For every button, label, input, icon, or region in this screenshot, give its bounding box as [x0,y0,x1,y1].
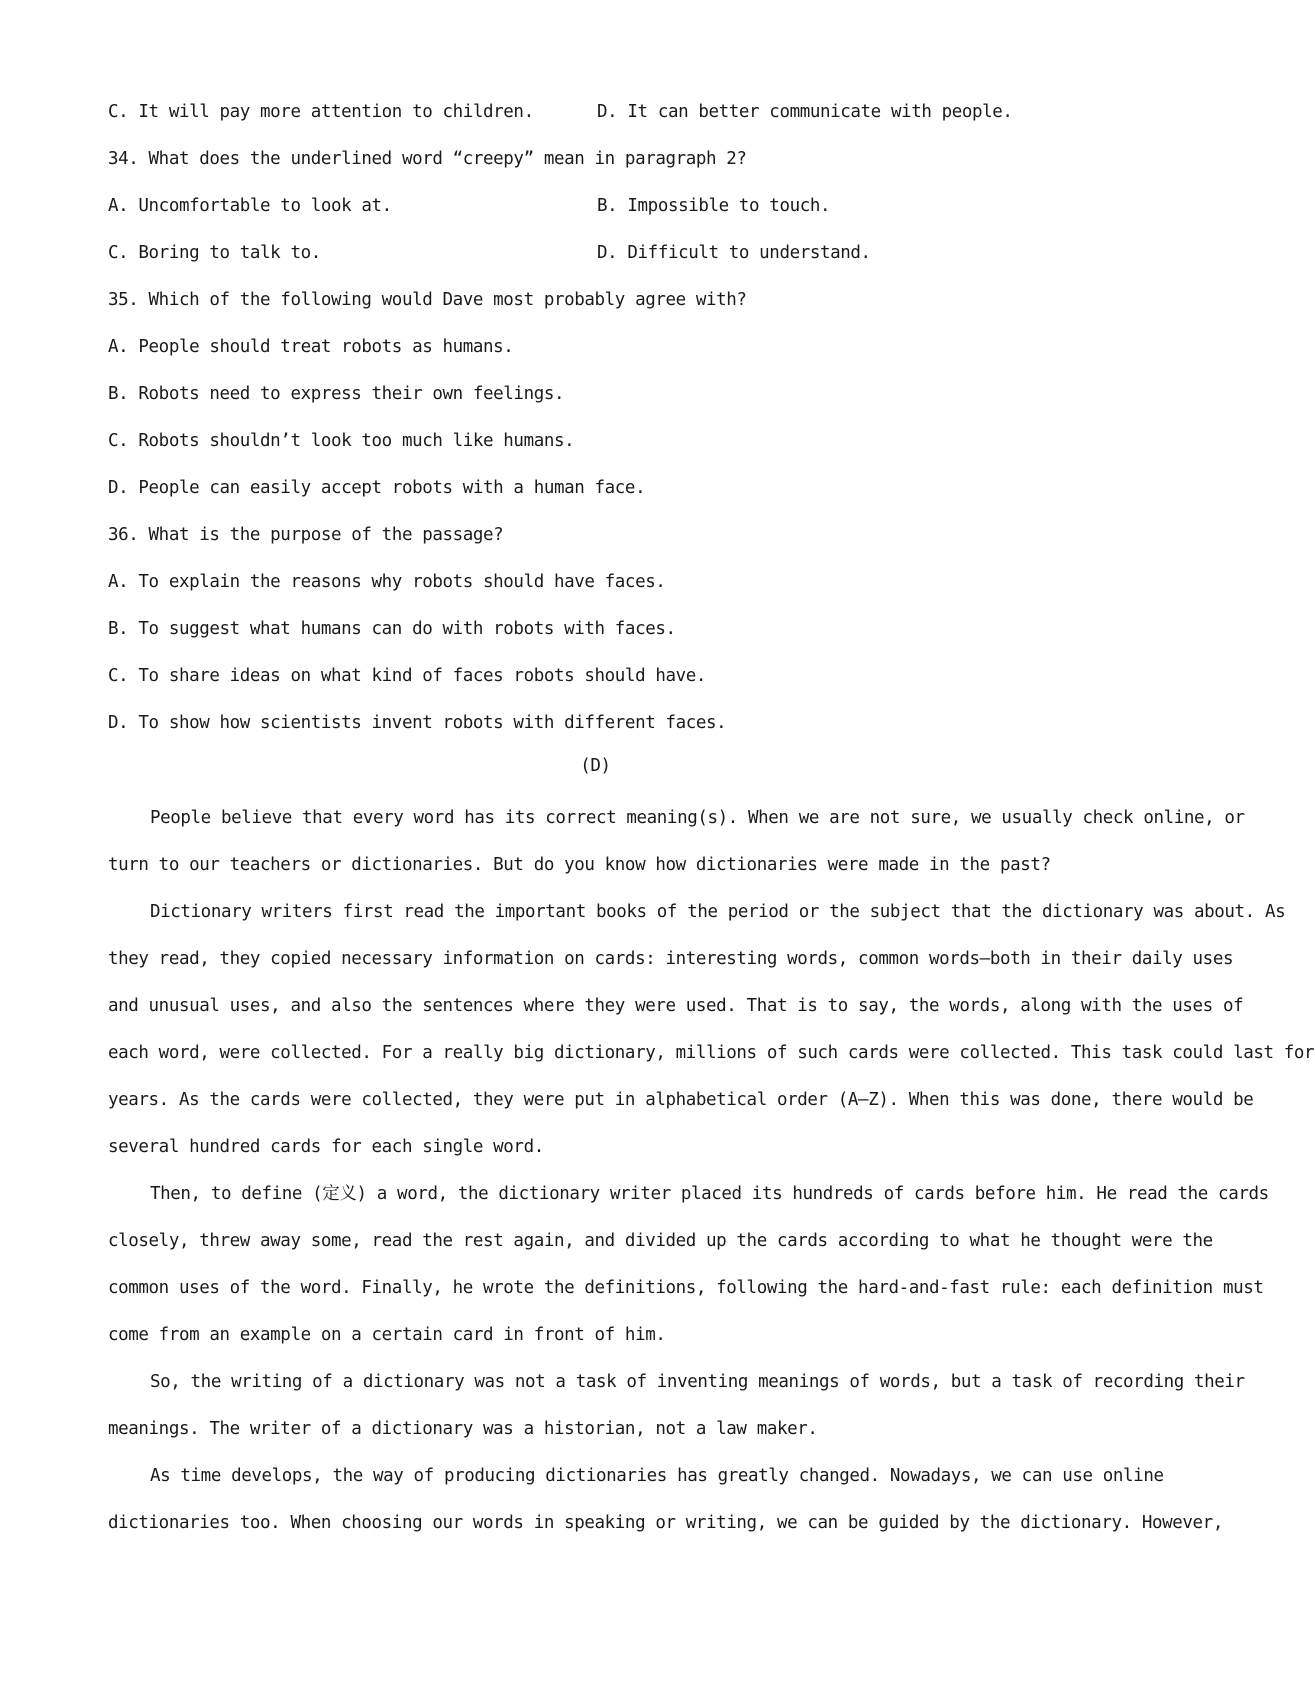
q36-option-b: B. To suggest what humans can do with robots with faces. [108,619,676,639]
passage-line: and unusual uses, and also the sentences where they were used. That is to say, the words, along with the uses of [108,996,1244,1016]
passage-line: dictionaries too. When choosing our words in speaking or writing, we can be guided by the dictionary. However, [108,1513,1223,1533]
passage-line: meanings. The writer of a dictionary was a historian, not a law maker. [108,1419,818,1439]
passage-line: closely, threw away some, read the rest again, and divided up the cards according to what he thought were the [108,1231,1213,1251]
q36-option-d: D. To show how scientists invent robots with different faces. [108,713,727,733]
q34-option-d: D. Difficult to understand. [597,243,871,263]
q36-stem: 36. What is the purpose of the passage? [108,525,504,545]
q36-option-c: C. To share ideas on what kind of faces robots should have. [108,666,707,686]
passage-line: turn to our teachers or dictionaries. But do you know how dictionaries were made in the past? [108,855,1051,875]
passage-line: Then, to define (定义) a word, the dictionary writer placed its hundreds of cards before him. He read the cards [150,1184,1269,1204]
passage-line: several hundred cards for each single word. [108,1137,544,1157]
passage-line: come from an example on a certain card in front of him. [108,1325,666,1345]
passage-line: years. As the cards were collected, they were put in alphabetical order (A—Z). When this was done, there would be [108,1090,1254,1110]
q34-stem: 34. What does the underlined word “creepy” mean in paragraph 2? [108,149,747,169]
q35-stem: 35. Which of the following would Dave most probably agree with? [108,290,747,310]
q35-option-a: A. People should treat robots as humans. [108,337,514,357]
q33-option-d: D. It can better communicate with people. [597,102,1013,122]
passage-line: Dictionary writers first read the important books of the period or the subject that the dictionary was about. As [150,902,1286,922]
q35-option-c: C. Robots shouldn’t look too much like humans. [108,431,575,451]
q35-option-d: D. People can easily accept robots with a human face. [108,478,646,498]
q35-option-b: B. Robots need to express their own feelings. [108,384,565,404]
q34-option-a: A. Uncomfortable to look at. [108,196,392,216]
q34-option-b: B. Impossible to touch. [597,196,831,216]
section-d-heading: (D) [580,756,611,776]
q33-option-c: C. It will pay more attention to children. [108,102,534,122]
passage-line: People believe that every word has its correct meaning(s). When we are not sure, we usually check online, or [150,808,1245,828]
passage-line: So, the writing of a dictionary was not a task of inventing meanings of words, but a task of recording their [150,1372,1245,1392]
q34-option-c: C. Boring to talk to. [108,243,321,263]
passage-line: As time develops, the way of producing dictionaries has greatly changed. Nowadays, we can use online [150,1466,1164,1486]
q36-option-a: A. To explain the reasons why robots should have faces. [108,572,666,592]
passage-line: each word, were collected. For a really big dictionary, millions of such cards were collected. This task could last for [108,1043,1314,1063]
passage-line: common uses of the word. Finally, he wrote the definitions, following the hard-and-fast rule: each definition must [108,1278,1264,1298]
passage-line: they read, they copied necessary information on cards: interesting words, common words—both in their daily uses [108,949,1234,969]
